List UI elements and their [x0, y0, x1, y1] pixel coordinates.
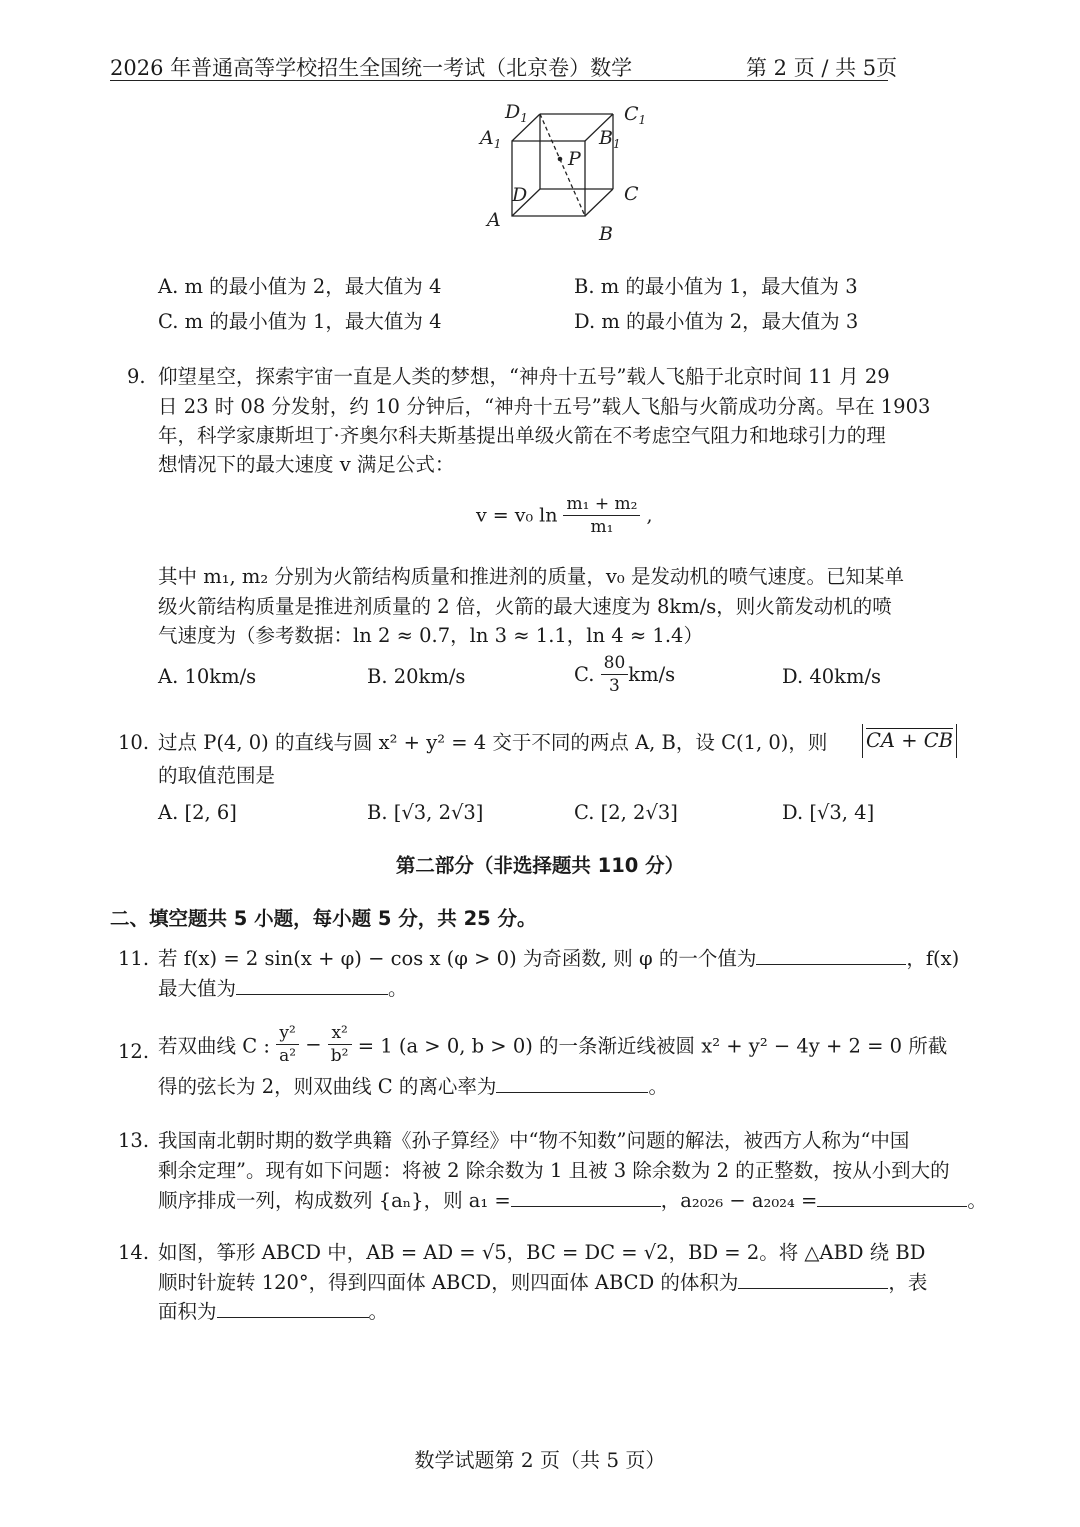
q13-line-3-b: ，a₂₀₂₆ − a₂₀₂₄ = [660, 1189, 818, 1212]
q8-option-b: B. m 的最小值为 1，最大值为 3 [574, 275, 858, 298]
q10-option-a: A. [2, 6] [158, 801, 237, 824]
q14-number: 14. [118, 1241, 150, 1264]
q14-line-3-text: 面积为 [158, 1300, 217, 1323]
q9-line-7: 气速度为（参考数据：ln 2 ≈ 0.7，ln 3 ≈ 1.1，ln 4 ≈ 1.4） [158, 624, 703, 647]
q13-line-3-a: 顺序排成一列，构成数列 {aₙ}，则 a₁ = [158, 1189, 511, 1212]
q12-blank[interactable] [496, 1074, 648, 1093]
q9-option-b: B. 20km/s [367, 665, 466, 688]
q14-line-3-tail: 。 [368, 1300, 389, 1323]
q11-line-1-tail: ，f(x) [906, 947, 960, 970]
q10-vector-expression: CA + CB [866, 729, 953, 752]
q8-option-d: D. m 的最小值为 2，最大值为 3 [574, 310, 859, 333]
q11-line-2-tail: 。 [388, 977, 408, 1000]
q13-line-2: 剩余定理”。现有如下问题：将被 2 除余数为 1 且被 3 除余数为 2 的正整数，按从小到大的 [158, 1159, 950, 1182]
label-a: A [487, 209, 501, 231]
q11-line-2 [158, 974, 408, 1004]
q14-blank-1[interactable] [738, 1270, 888, 1289]
q11-line-2-text: 最大值为 [158, 977, 237, 1000]
q14-line-2 [158, 1268, 927, 1298]
page-footer: 数学试题第 2 页（共 5 页） [414, 1448, 666, 1472]
edge-b-c [585, 189, 613, 216]
q9-option-c-denominator: 3 [609, 676, 620, 696]
q10-line-2: 的取值范围是 [158, 764, 276, 787]
q9-option-c-unit: km/s [628, 663, 676, 686]
q12-fraction-2-denominator: b² [330, 1046, 349, 1066]
q9-line-6: 级火箭结构质量是推进剂质量的 2 倍，火箭的最大速度为 8km/s，则火箭发动机的喷 [158, 595, 892, 618]
label-p: P [568, 148, 581, 170]
header-rule [110, 80, 888, 81]
q11-blank-1[interactable] [756, 946, 906, 965]
q13-number: 13. [118, 1129, 150, 1152]
q14-line-1: 如图，筝形 ABCD 中，AB = AD = √5，BC = DC = √2，BD = 2。将 △ABD 绕 BD [158, 1241, 926, 1264]
q10-option-d: D. [√3, 4] [782, 801, 875, 824]
q9-option-d: D. 40km/s [782, 665, 882, 688]
q10-number: 10. [118, 731, 150, 754]
q9-formula [476, 493, 653, 538]
q9-line-3: 年，科学家康斯坦丁·齐奥尔科夫斯基提出单级火箭在不考虑空气阻力和地球引力的理 [158, 424, 886, 447]
q12-number: 12. [118, 1040, 150, 1063]
q10-option-c: C. [2, 2√3] [574, 801, 678, 824]
label-b: B [599, 223, 613, 245]
label-c1: $C_1$ [624, 103, 647, 127]
label-d: D [512, 184, 528, 206]
q9-line-1: 仰望星空，探索宇宙一直是人类的梦想，“神舟十五号”载人飞船于北京时间 11 月 29 [158, 365, 890, 388]
q9-option-a: A. 10km/s [158, 665, 257, 688]
q12-minus: − [305, 1033, 322, 1056]
q12-rest: = 1 (a > 0, b > 0) 的一条渐近线被圆 x² + y² − 4y + 2 = 0 所截 [357, 1034, 948, 1058]
section-fill-in-heading: 二、填空题共 5 小题，每小题 5 分，共 25 分。 [110, 907, 537, 930]
q9-formula-lhs: v = v₀ ln [476, 504, 558, 527]
q10-vector-norm [862, 724, 957, 758]
q12-fraction-2-numerator: x² [328, 1022, 352, 1045]
q12-line-2 [158, 1072, 668, 1102]
q12-fraction-1 [276, 1022, 299, 1067]
label-b1: $B_1$ [599, 127, 621, 151]
label-c: C [624, 183, 639, 205]
point-p [558, 157, 563, 162]
q10-option-b: B. [√3, 2√3] [367, 801, 484, 824]
q11-line-1-text: 若 f(x) = 2 sin(x + φ) − cos x (φ > 0) 为奇函数, 则 φ 的一个值为 [158, 947, 757, 970]
q12-fraction-2 [328, 1022, 352, 1067]
q9-formula-tail: , [646, 504, 653, 527]
label-a1: $A_1$ [480, 127, 502, 151]
q8-option-a: A. m 的最小值为 2，最大值为 4 [158, 275, 442, 298]
q9-option-c-numerator: 80 [601, 652, 629, 675]
q10-line-1: 过点 P(4, 0) 的直线与圆 x² + y² = 4 交于不同的两点 A, B，设 C(1, 0)，则 [158, 731, 828, 754]
q9-formula-numerator: m₁ + m₂ [563, 493, 640, 516]
header-page-number: 第 2 页 / 共 5页 [746, 56, 898, 80]
label-d1: $D_1$ [505, 101, 528, 125]
q9-option-c-prefix: C. [574, 663, 595, 686]
cube-figure [470, 96, 660, 248]
q12-line-2-text: 得的弦长为 2，则双曲线 C 的离心率为 [158, 1075, 497, 1098]
q13-blank-1[interactable] [511, 1188, 661, 1207]
q14-line-2-tail: ，表 [888, 1271, 928, 1294]
q12-fraction-1-denominator: a² [279, 1046, 297, 1066]
q12-line-1 [158, 1022, 947, 1067]
q8-option-c: C. m 的最小值为 1，最大值为 4 [158, 310, 442, 333]
q11-line-1 [158, 944, 959, 974]
q13-line-1: 我国南北朝时期的数学典籍《孙子算经》中“物不知数”问题的解法，被西方人称为“中国 [158, 1129, 910, 1152]
q13-blank-2[interactable] [817, 1188, 967, 1207]
q9-option-c [574, 652, 675, 697]
q9-line-2: 日 23 时 08 分发射，约 10 分钟后，“神舟十五号”载人飞船与火箭成功分离。早在 1903 [158, 395, 931, 418]
header-title: 2026 年普通高等学校招生全国统一考试（北京卷）数学 [110, 56, 633, 80]
q9-formula-fraction [563, 493, 640, 538]
q12-fraction-1-numerator: y² [276, 1022, 299, 1045]
q9-number: 9. [127, 365, 146, 388]
q9-line-4: 想情况下的最大速度 v 满足公式： [158, 453, 455, 476]
q12-prefix: 若双曲线 C : [158, 1034, 270, 1058]
q9-option-c-fraction [601, 652, 629, 697]
q13-line-3-c: 。 [967, 1189, 987, 1212]
q11-number: 11. [118, 947, 150, 970]
q9-formula-denominator: m₁ [590, 517, 614, 537]
part2-title: 第二部分（非选择题共 110 分） [395, 854, 685, 877]
q11-blank-2[interactable] [236, 976, 388, 995]
q13-line-3 [158, 1186, 987, 1216]
q12-line-2-tail: 。 [648, 1075, 668, 1098]
q14-line-3 [158, 1297, 388, 1327]
q9-line-5: 其中 m₁, m₂ 分别为火箭结构质量和推进剂的质量，v₀ 是发动机的喷气速度。已知某单 [158, 565, 904, 588]
q14-line-2-text: 顺时针旋转 120°，得到四面体 ABCD，则四面体 ABCD 的体积为 [158, 1271, 739, 1294]
q14-blank-2[interactable] [217, 1299, 369, 1318]
